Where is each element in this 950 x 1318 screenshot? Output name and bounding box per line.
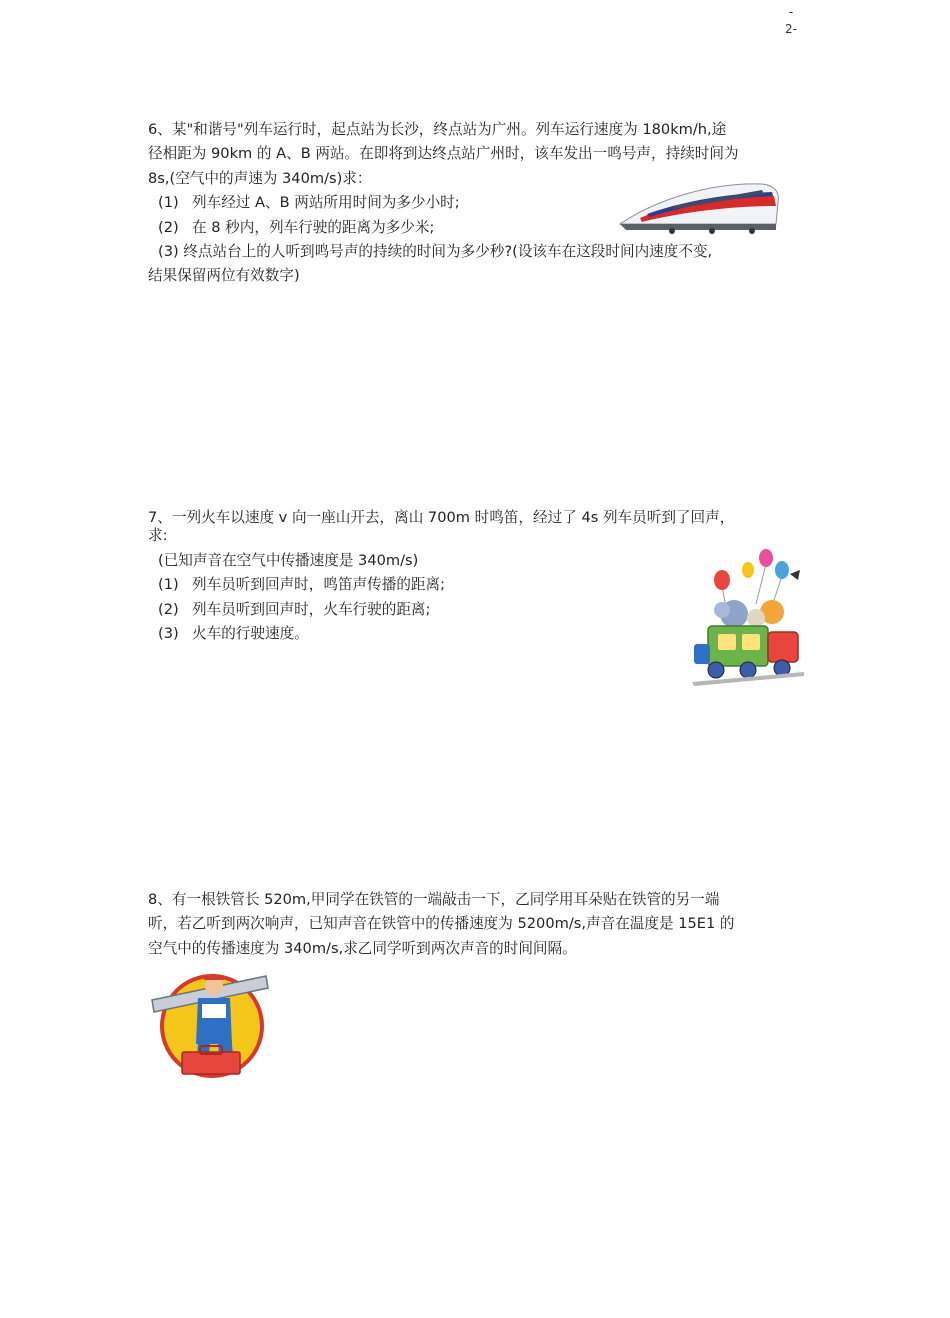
q7-line-2: 求: — [148, 527, 168, 545]
q6-line-2: 径相距为 90km 的 A、B 两站。在即将到达终点站广州时，该车发出一鸣号声，持续时间为 — [148, 145, 739, 163]
q6-item-3-cont: 结果保留两位有效数字) — [148, 267, 300, 285]
q6-item-2-text: 在 8 秒内，列车行驶的距离为多少米; — [192, 218, 435, 236]
page-number — [776, 4, 806, 38]
q8-line-2: 听，若乙听到两次响声，已知声音在铁管中的传播速度为 5200m/s,声音在温度是 15E1 的 — [148, 915, 735, 933]
q6-item-3: (3) 终点站台上的人听到鸣号声的持续的时间为多少秒?(设该车在这段时间内速度不变, — [158, 243, 713, 261]
q6-item-1-num: (1) — [158, 194, 179, 212]
q6-line-1: 6、某"和谐号"列车运行时，起点站为长沙，终点站为广州。列车运行速度为 180km/h,途 — [148, 121, 727, 138]
plumber-with-pipe-image — [148, 964, 270, 1080]
q6-item-1-text: 列车经过 A、B 两站所用时间为多少小时; — [192, 194, 460, 212]
high-speed-train-image — [612, 178, 782, 238]
question-8 — [148, 888, 808, 961]
q7-item-2-num: (2) — [158, 600, 179, 618]
page-number-dash: - — [788, 5, 794, 19]
q7-item-1-num: (1) — [158, 576, 179, 594]
q7-item-3-num: (3) — [158, 625, 179, 643]
q8-line-1: 8、有一根铁管长 520m,甲同学在铁管的一端敲击一下，乙同学用耳朵贴在铁管的另一端 — [148, 891, 720, 908]
q7-item-3-text: 火车的行驶速度。 — [192, 625, 309, 643]
q7-item-1-text: 列车员听到回声时，鸣笛声传播的距离; — [192, 576, 446, 594]
q6-item-2-num: (2) — [158, 218, 179, 236]
page-number-label: 2- — [785, 22, 797, 36]
toy-train-image — [686, 548, 810, 698]
q7-note: (已知声音在空气中传播速度是 340m/s) — [158, 551, 419, 569]
q7-item-2-text: 列车员听到回声时，火车行驶的距离; — [192, 600, 431, 618]
q7-line-1: 7、一列火车以速度 v 向一座山开去，离山 700m 时鸣笛，经过了 4s 列车员听到了回声， — [148, 509, 735, 526]
q8-line-3: 空气中的传播速度为 340m/s,求乙同学听到两次声音的时间间隔。 — [148, 939, 577, 957]
q6-line-3: 8s,(空气中的声速为 340m/s)求： — [148, 169, 372, 187]
